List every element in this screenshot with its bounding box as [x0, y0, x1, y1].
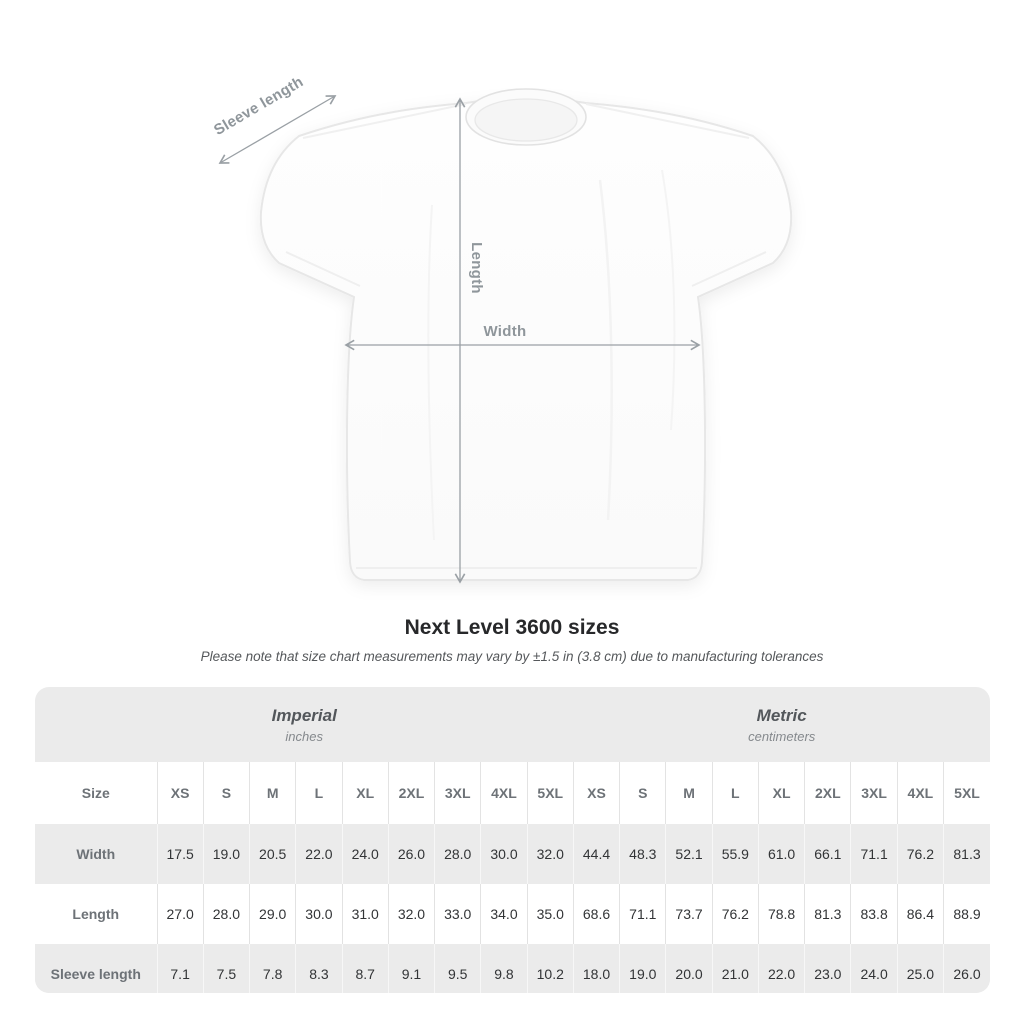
value-cell: 83.8	[851, 884, 897, 944]
unit-group-header-row	[35, 687, 990, 762]
size-header-3xl: 3XL	[851, 762, 897, 824]
imperial-group-label: Imperial	[271, 705, 337, 725]
value-cell: 44.4	[573, 824, 619, 884]
metric-group-label: Metric	[756, 705, 807, 725]
size-table-body	[35, 824, 990, 993]
value-cell: 32.0	[527, 824, 573, 884]
value-cell: 78.8	[758, 884, 804, 944]
value-cell: 35.0	[527, 884, 573, 944]
size-header-2xl: 2XL	[388, 762, 434, 824]
row-label: Width	[76, 846, 116, 862]
value-cell: 30.0	[296, 884, 342, 944]
value-cell: 81.3	[805, 884, 851, 944]
value-cell: 22.0	[296, 824, 342, 884]
value-cell: 52.1	[666, 824, 712, 884]
size-header-xl: XL	[758, 762, 804, 824]
size-column-header: Size	[81, 785, 110, 801]
size-table	[35, 687, 990, 993]
value-cell: 73.7	[666, 884, 712, 944]
tolerance-note: Please note that size chart measurements may vary by ±1.5 in (3.8 cm) due to manufacturing tolerances	[200, 649, 824, 664]
value-cell: 20.5	[250, 824, 296, 884]
imperial-group-unit: inches	[285, 728, 323, 744]
width-dimension-label: Width	[483, 323, 527, 340]
size-header-5xl: 5XL	[527, 762, 573, 824]
value-cell: 24.0	[342, 824, 388, 884]
value-cell: 28.0	[435, 824, 481, 884]
value-cell: 66.1	[805, 824, 851, 884]
value-cell: 34.0	[481, 884, 527, 944]
row-label: Length	[72, 906, 120, 922]
value-cell: 26.0	[388, 824, 434, 884]
value-cell: 7.8	[250, 944, 296, 993]
imperial-group-header	[35, 687, 573, 762]
value-cell: 9.1	[388, 944, 434, 993]
value-cell: 10.2	[527, 944, 573, 993]
row-length	[35, 884, 990, 944]
value-cell: 26.0	[944, 944, 990, 993]
metric-group-unit: centimeters	[748, 728, 816, 744]
length-dimension-label: Length	[468, 242, 485, 294]
value-cell: 19.0	[620, 944, 666, 993]
value-cell: 22.0	[758, 944, 804, 993]
value-cell: 76.2	[897, 824, 943, 884]
value-cell: 32.0	[388, 884, 434, 944]
size-header-s: S	[620, 762, 666, 824]
value-cell: 86.4	[897, 884, 943, 944]
value-cell: 81.3	[944, 824, 990, 884]
value-cell: 76.2	[712, 884, 758, 944]
sleeve-length-dimension-label: Sleeve length	[211, 73, 307, 139]
value-cell: 33.0	[435, 884, 481, 944]
value-cell: 18.0	[573, 944, 619, 993]
value-cell: 24.0	[851, 944, 897, 993]
size-header-2xl: 2XL	[805, 762, 851, 824]
size-header-xs: XS	[157, 762, 203, 824]
value-cell: 8.7	[342, 944, 388, 993]
size-header-4xl: 4XL	[897, 762, 943, 824]
value-cell: 9.5	[435, 944, 481, 993]
value-cell: 25.0	[897, 944, 943, 993]
value-cell: 71.1	[851, 824, 897, 884]
value-cell: 88.9	[944, 884, 990, 944]
size-header-xl: XL	[342, 762, 388, 824]
page-title: Next Level 3600 sizes	[404, 616, 620, 639]
size-header-row	[35, 762, 990, 824]
value-cell: 23.0	[805, 944, 851, 993]
value-cell: 20.0	[666, 944, 712, 993]
value-cell: 31.0	[342, 884, 388, 944]
value-cell: 30.0	[481, 824, 527, 884]
value-cell: 8.3	[296, 944, 342, 993]
value-cell: 28.0	[203, 884, 249, 944]
value-cell: 55.9	[712, 824, 758, 884]
value-cell: 19.0	[203, 824, 249, 884]
value-cell: 7.5	[203, 944, 249, 993]
value-cell: 29.0	[250, 884, 296, 944]
size-header-l: L	[712, 762, 758, 824]
value-cell: 9.8	[481, 944, 527, 993]
value-cell: 21.0	[712, 944, 758, 993]
value-cell: 7.1	[157, 944, 203, 993]
size-header-l: L	[296, 762, 342, 824]
size-header-m: M	[666, 762, 712, 824]
value-cell: 17.5	[157, 824, 203, 884]
row-label: Sleeve length	[50, 966, 141, 982]
size-header-4xl: 4XL	[481, 762, 527, 824]
row-width	[35, 824, 990, 884]
size-header-xs: XS	[573, 762, 619, 824]
row-sleeve-length	[35, 944, 990, 993]
size-table-container	[35, 687, 990, 993]
size-header-m: M	[250, 762, 296, 824]
collar	[466, 89, 586, 145]
size-header-3xl: 3XL	[435, 762, 481, 824]
value-cell: 68.6	[573, 884, 619, 944]
value-cell: 27.0	[157, 884, 203, 944]
value-cell: 48.3	[620, 824, 666, 884]
size-header-s: S	[203, 762, 249, 824]
metric-group-header	[573, 687, 990, 762]
value-cell: 61.0	[758, 824, 804, 884]
size-header-5xl: 5XL	[944, 762, 990, 824]
value-cell: 71.1	[620, 884, 666, 944]
